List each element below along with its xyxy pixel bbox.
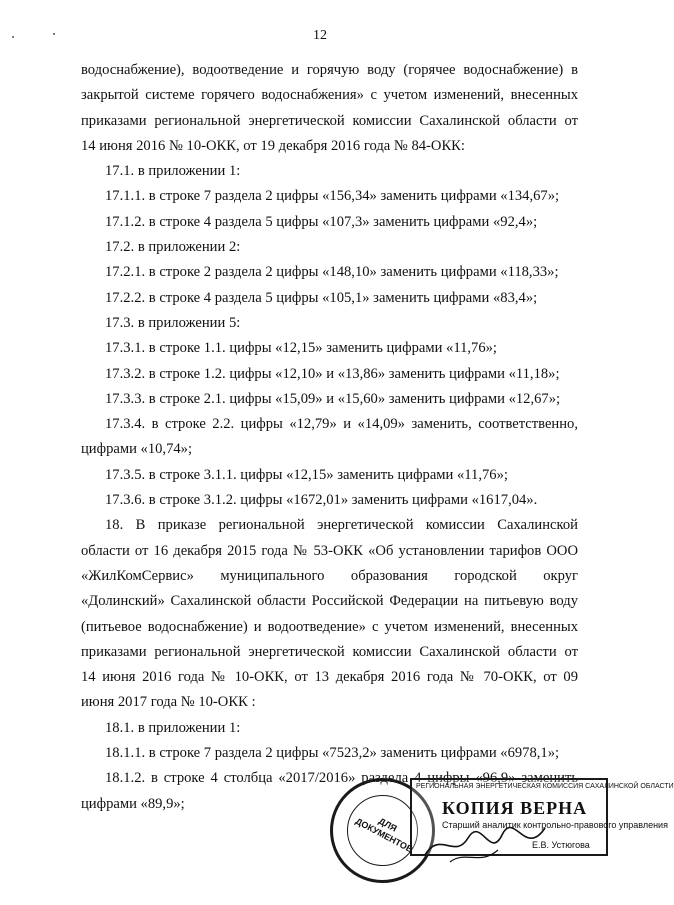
paragraph: [81, 387, 578, 412]
text-line: «ЖилКомСервис» муниципального образования городской округ: [81, 567, 578, 584]
text-line: 17.2.1. в строке 2 раздела 2 цифры «148,10» заменить цифрами «118,33»;: [105, 264, 559, 281]
text-line: закрытой системе горячего водоснабжения» с учетом изменений, внесенных: [81, 87, 578, 104]
paragraph: [81, 58, 578, 159]
stamp-title: КОПИЯ ВЕРНА: [442, 798, 588, 818]
text-line: «Долинский» Сахалинской области Российской Федерации на питьевую воду: [81, 593, 578, 610]
text-line: цифрами «89,9»;: [81, 795, 185, 812]
text-line: приказами региональной энергетической комиссии Сахалинской области от: [81, 643, 578, 660]
text-line: 17.2.2. в строке 4 раздела 5 цифры «105,1» заменить цифрами «83,4»;: [105, 289, 538, 306]
text-line: 17.3.5. в строке 3.1.1. цифры «12,15» заменить цифрами «11,76»;: [105, 466, 508, 483]
text-line: 17.2. в приложении 2:: [105, 239, 241, 256]
text-line: приказами региональной энергетической комиссии Сахалинской области от: [81, 112, 578, 129]
paragraph: [81, 412, 578, 463]
paragraph: [81, 286, 578, 311]
paragraph: [81, 741, 578, 766]
text-line: 17.1. в приложении 1:: [105, 163, 241, 180]
paragraph: [81, 311, 578, 336]
text-line: 17.3.4. в строке 2.2. цифры «12,79» и «14,09» заменить, соответственно,: [105, 416, 578, 433]
paragraph: [81, 235, 578, 260]
document-body: [81, 58, 578, 817]
text-line: 14 июня 2016 года № 10-ОКК, от 13 декабря 2016 года № 70-ОКК, от 09: [81, 669, 578, 686]
paragraph: [81, 260, 578, 285]
text-line: 17.3.1. в строке 1.1. цифры «12,15» заменить цифрами «11,76»;: [105, 340, 497, 357]
paragraph: [81, 463, 578, 488]
text-line: 17.3. в приложении 5:: [105, 314, 241, 331]
text-line: 18. В приказе региональной энергетической комиссии Сахалинской: [105, 517, 578, 534]
handwritten-signature: [420, 820, 550, 870]
seal-text: ДЛЯ ДОКУМЕНТОВ: [353, 815, 415, 855]
text-line: области от 16 декабря 2015 года № 53-ОКК «Об установлении тарифов ООО: [81, 542, 578, 559]
paragraph: [81, 362, 578, 387]
text-line: 18.1.1. в строке 7 раздела 2 цифры «7523,2» заменить цифрами «6978,1»;: [105, 745, 560, 762]
text-line: июня 2017 года № 10-ОКК :: [81, 694, 256, 711]
paragraph: [81, 716, 578, 741]
paragraph: [81, 184, 578, 209]
text-line: (питьевое водоснабжение) и водоотведение» с учетом изменений, внесенных: [81, 618, 578, 635]
paragraph: [81, 336, 578, 361]
text-line: 17.1.2. в строке 4 раздела 5 цифры «107,3» заменить цифрами «92,4»;: [105, 213, 538, 230]
text-line: 18.1.2. в строке 4 столбца «2017/2016» раздела 4 цифры «96,9» заменить: [105, 770, 578, 787]
paragraph: [81, 159, 578, 184]
text-line: водоснабжение), водоотведение и горячую воду (горячее водоснабжение) в: [81, 62, 578, 78]
page-number: 12: [313, 28, 327, 43]
paragraph: [81, 513, 578, 715]
text-line: 17.3.2. в строке 1.2. цифры «12,10» и «13,86» заменить цифрами «11,18»;: [105, 365, 560, 382]
text-line: 18.1. в приложении 1:: [105, 719, 241, 736]
stamp-org: РЕГИОНАЛЬНАЯ ЭНЕРГЕТИЧЕСКАЯ КОМИССИЯ САХАЛИНСКОЙ ОБЛАСТИ: [416, 783, 674, 790]
text-line: 17.3.6. в строке 3.1.2. цифры «1672,01» заменить цифрами «1617,04».: [105, 492, 538, 509]
paragraph: [81, 488, 578, 513]
text-line: 14 июня 2016 № 10-ОКК, от 19 декабря 2016 года № 84-ОКК:: [81, 137, 465, 154]
text-line: 17.3.3. в строке 2.1. цифры «15,09» и «15,60» заменить цифрами «12,67»;: [105, 390, 561, 407]
paragraph: [81, 210, 578, 235]
text-line: цифрами «10,74»;: [81, 441, 193, 458]
text-line: 17.1.1. в строке 7 раздела 2 цифры «156,34» заменить цифрами «134,67»;: [105, 188, 560, 205]
stamp-name: Е.В. Устюгова: [532, 840, 590, 850]
stamp-position: Старший аналитик контрольно-правового управления: [442, 820, 668, 830]
